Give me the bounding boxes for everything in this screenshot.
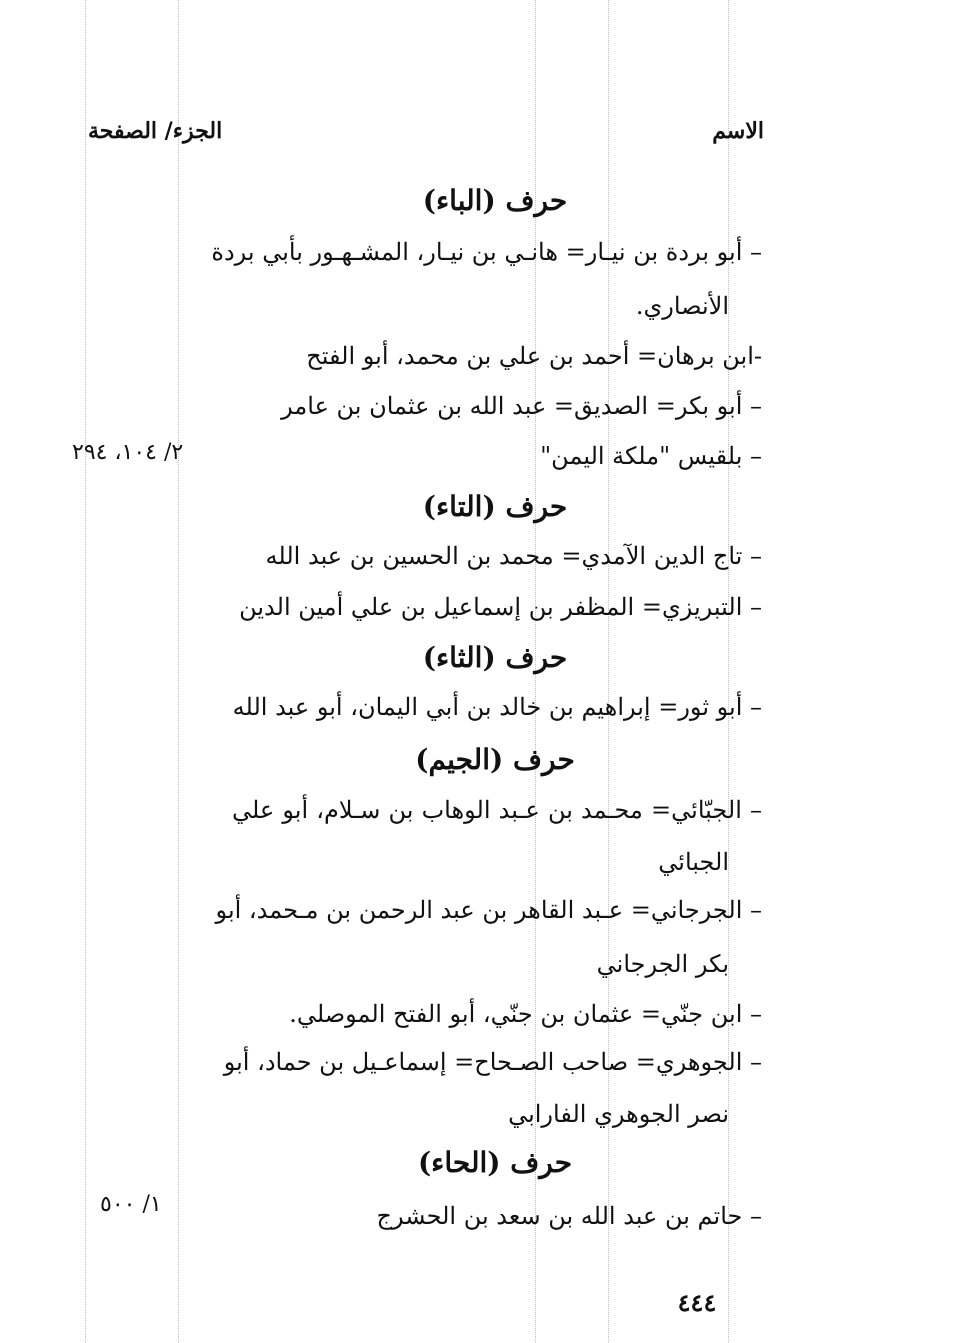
entry-ibn-burhan: -ابن برهان= أحمد بن علي بن محمد، أبو الفتح	[306, 342, 762, 370]
entry-jubbai: – الجبّائي= محـمد بن عـبد الوهاب بن سـلام، أبو علي	[232, 796, 762, 824]
entry-jurjani: – الجرجاني= عـبد القاهر بن عبد الرحمن بن مـحمد، أبو	[215, 896, 762, 924]
entry-jubbai-cont: الجبائي	[658, 848, 729, 876]
entry-jawhari: – الجوهري= صاحب الصـحاح= إسماعـيل بن حماد، أبو	[223, 1048, 762, 1076]
page-number: ٤٤٤	[677, 1288, 717, 1317]
entry-abu-burda-cont: الأنصاري.	[635, 292, 729, 320]
entry-hatim: – حاتم بن عبد الله بن سعد بن الحشرج	[376, 1202, 762, 1230]
section-heading-baa: حرف (الباء)	[422, 184, 568, 217]
entry-abu-burda: – أبو بردة بن نيـار= هانـي بن نيـار، المشـهـور بأبي بردة	[211, 238, 762, 266]
section-heading-haa: حرف (الحاء)	[417, 1146, 573, 1179]
entry-taj-al-din: – تاج الدين الآمدي= محمد بن الحسين بن عبد الله	[265, 542, 762, 570]
entry-abu-thawr: – أبو ثور= إبراهيم بن خالد بن أبي اليمان، أبو عبد الله	[232, 693, 762, 721]
entry-bilqis: – بلقيس "ملكة اليمن"	[540, 442, 762, 470]
section-heading-taa: حرف (التاء)	[422, 490, 568, 523]
column-header-reference: الجزء/ الصفحة	[88, 118, 223, 144]
entry-hatim-ref: ١/ ٥٠٠	[100, 1192, 162, 1217]
entry-abu-bakr: – أبو بكر= الصديق= عبد الله بن عثمان بن عامر	[281, 392, 762, 420]
section-heading-thaa: حرف (الثاء)	[422, 641, 568, 674]
entry-ibn-jinni: – ابن جنّي= عثمان بن جنّي، أبو الفتح الموصلي.	[289, 1000, 762, 1028]
entry-tabrizi: – التبريزي= المظفر بن إسماعيل بن علي أمين الدين	[239, 593, 762, 621]
entry-jawhari-cont: نصر الجوهري الفارابي	[508, 1100, 729, 1128]
section-heading-jeem: حرف (الجيم)	[415, 743, 575, 776]
entry-jurjani-cont: بكر الجرجاني	[596, 950, 729, 978]
column-header-name: الاسم	[712, 118, 764, 144]
entry-bilqis-ref: ٢/ ١٠٤، ٢٩٤	[72, 440, 184, 465]
